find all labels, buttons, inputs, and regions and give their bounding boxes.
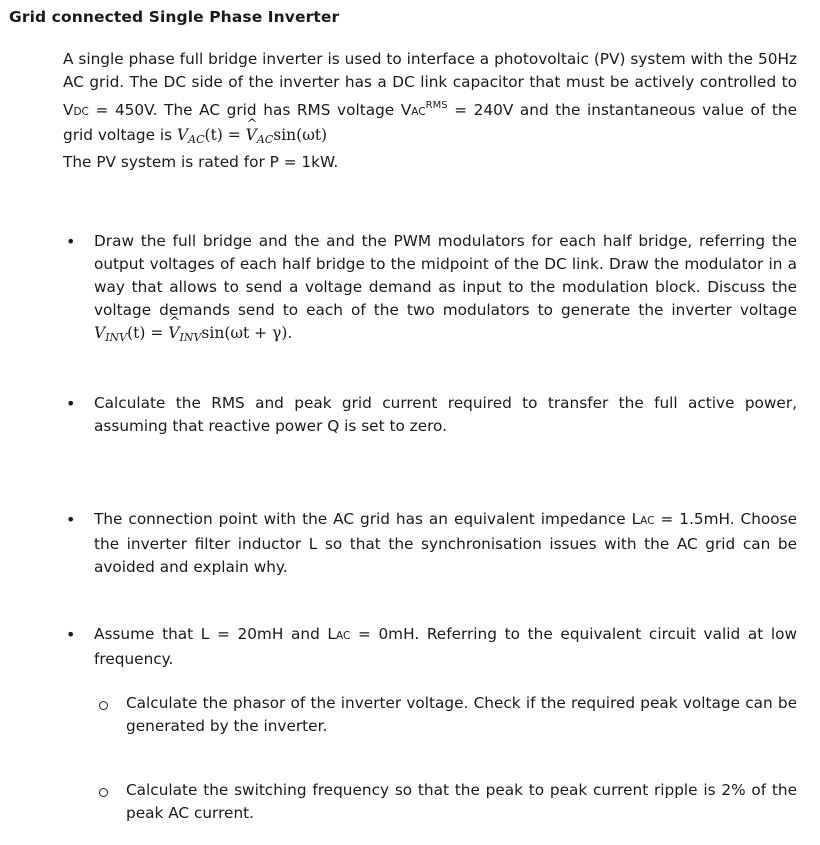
bullet-item-4: Assume that L = 20mH and LAC = 0mH. Referring to the equivalent circuit valid at low frequency. <box>94 625 797 668</box>
bullet-dot-icon: • <box>66 232 76 251</box>
bullet-dot-icon: • <box>66 625 76 644</box>
vac-subscript: AC <box>411 106 426 118</box>
page-title: Grid connected Single Phase Inverter <box>9 8 340 26</box>
grid-voltage-equation: VAC(t) = ^ VACsin(ωt) <box>177 126 327 144</box>
vdc-subscript: DC <box>73 106 89 118</box>
sub-bullet-item-1: Calculate the phasor of the inverter voltage. Check if the required peak voltage can be generated by the inverter. <box>126 694 797 735</box>
lac-subscript: AC <box>640 515 655 527</box>
bullet-item-3: The connection point with the AC grid has an equivalent impedance LAC = 1.5mH. Choose the inverter filter inductor L so that the synchronisation issues with the AC grid can be avoided and explain why. <box>94 510 798 576</box>
bullet-dot-icon: • <box>66 394 76 413</box>
rms-superscript: RMS <box>425 100 448 111</box>
inverter-voltage-equation: VINV(t) = ^ VINVsin(ωt + γ) <box>94 324 287 342</box>
bullet-item-1: Draw the full bridge and the and the PWM modulators for each half bridge, referring the output voltages of each half bridge to the midpoint of the DC link. Draw the modulator in a way that allows to send a voltage demand as input to the modulation block. Discuss the voltage demands send to each of the two modulators to generate the inverter voltage VINV(t) = ^ VINVsin(ωt + γ). <box>94 230 797 349</box>
lac-subscript: AC <box>335 630 351 642</box>
bullet-dot-icon: • <box>66 510 76 529</box>
bullet-item-2: Calculate the RMS and peak grid current required to transfer the full active power, assuming that reactive power Q is set to zero. <box>94 394 797 435</box>
sub-bullet-circle-icon <box>99 701 108 710</box>
intro-paragraph <box>63 48 797 174</box>
sub-bullet-item-2: Calculate the switching frequency so that the peak to peak current ripple is 2% of the peak AC current. <box>126 781 797 822</box>
intro-line-2: The PV system is rated for P = 1kW. <box>63 153 339 171</box>
intro-line-1: A single phase full bridge inverter is used to interface a photovoltaic (PV) system with the 50Hz AC grid. The DC side of the inverter has a DC link capacitor that must be actively controlled to VDC = 450V. The AC grid has RMS voltage $VAC^{RMS} = 240V$ and the instantaneous value of the grid voltage is VAC(t) = ^ VACsin(ωt) <box>63 48 797 151</box>
sub-bullet-circle-icon <box>99 788 108 797</box>
